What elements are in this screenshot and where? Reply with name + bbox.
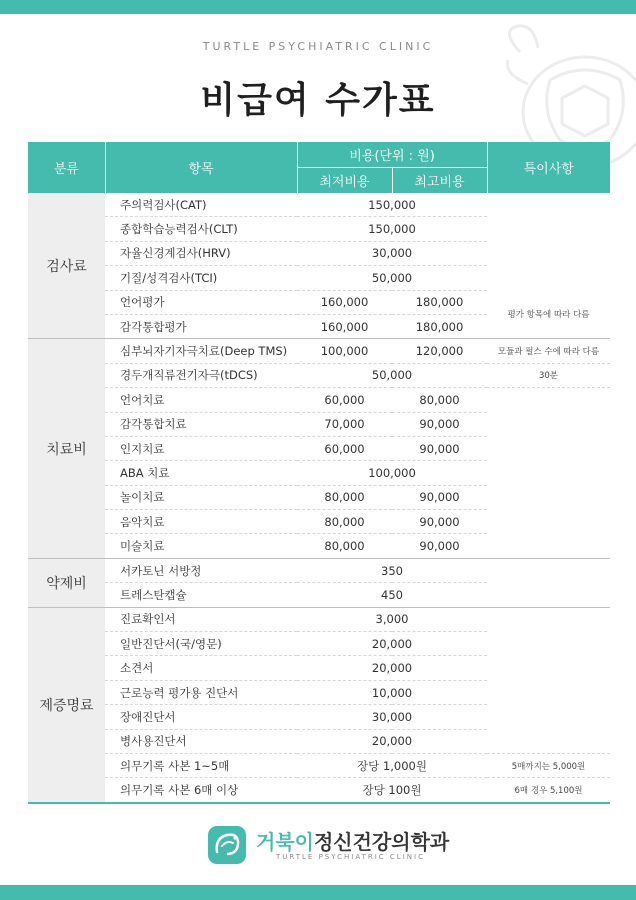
note-cell: 30분	[487, 363, 610, 387]
min-cost: 80,000	[297, 485, 392, 509]
item-name: 자율신경계검사(HRV)	[105, 241, 297, 265]
cost-value: 장당 1,000원	[297, 753, 487, 777]
min-cost: 60,000	[297, 436, 392, 460]
item-name: 장애진단서	[105, 705, 297, 729]
item-name: 음악치료	[105, 510, 297, 534]
item-name: 인지치료	[105, 436, 297, 460]
item-name: 경두개직류전기자극(tDCS)	[105, 363, 297, 387]
max-cost: 90,000	[392, 510, 487, 534]
max-cost: 180,000	[392, 290, 487, 314]
item-name: 종합학습능력검사(CLT)	[105, 217, 297, 241]
top-accent-bar	[0, 0, 636, 14]
note-cell	[487, 266, 610, 290]
item-name: 의무기록 사본 1~5매	[105, 753, 297, 777]
max-cost: 180,000	[392, 314, 487, 338]
item-name: 일반진단서(국/영문)	[105, 632, 297, 656]
item-name: 진료확인서	[105, 607, 297, 631]
note-cell	[487, 241, 610, 265]
note-cell: 평가 항목에 따라 다름	[487, 290, 610, 339]
max-cost: 90,000	[392, 412, 487, 436]
note-cell	[487, 632, 610, 656]
item-name: 근로능력 평가용 진단서	[105, 680, 297, 704]
item-name: 주의력검사(CAT)	[105, 193, 297, 217]
cost-value: 3,000	[297, 607, 487, 631]
item-name: 병사용진단서	[105, 729, 297, 753]
col-header-item: 항목	[105, 142, 297, 193]
note-cell	[487, 729, 610, 753]
note-cell	[487, 217, 610, 241]
note-cell	[487, 485, 610, 509]
col-header-min: 최저비용	[297, 168, 392, 194]
min-cost: 80,000	[297, 534, 392, 558]
cost-value: 20,000	[297, 729, 487, 753]
note-cell	[487, 656, 610, 680]
cost-value: 10,000	[297, 680, 487, 704]
cost-value: 50,000	[297, 363, 487, 387]
category-cell: 검사료	[28, 193, 105, 339]
note-cell	[487, 510, 610, 534]
clinic-name	[256, 826, 449, 855]
item-name: 의무기록 사본 6매 이상	[105, 778, 297, 803]
item-name: 언어평가	[105, 290, 297, 314]
note-cell: 5매까지는 5,000원	[487, 753, 610, 777]
max-cost: 120,000	[392, 339, 487, 363]
note-cell	[487, 558, 610, 582]
item-name: 트레스탄캡슐	[105, 583, 297, 607]
min-cost: 160,000	[297, 314, 392, 338]
note-cell	[487, 436, 610, 460]
clinic-english-name: TURTLE PSYCHIATRIC CLINIC	[276, 853, 425, 861]
cost-value: 30,000	[297, 705, 487, 729]
note-cell	[487, 534, 610, 558]
cost-value: 30,000	[297, 241, 487, 265]
category-cell: 약제비	[28, 558, 105, 607]
item-name: 심부뇌자기자극치료(Deep TMS)	[105, 339, 297, 363]
clinic-english-subtitle: TURTLE PSYCHIATRIC CLINIC	[202, 40, 434, 53]
min-cost: 100,000	[297, 339, 392, 363]
item-name: 감각통합평가	[105, 314, 297, 338]
max-cost: 80,000	[392, 388, 487, 412]
cost-value: 450	[297, 583, 487, 607]
note-cell	[487, 680, 610, 704]
item-name: ABA 치료	[105, 461, 297, 485]
col-header-max: 최고비용	[392, 168, 487, 194]
note-cell	[487, 388, 610, 412]
note-cell	[487, 461, 610, 485]
page-title: 비급여 수가표	[200, 80, 436, 121]
item-name: 언어치료	[105, 388, 297, 412]
item-name: 서카토닌 서방정	[105, 558, 297, 582]
cost-value: 20,000	[297, 656, 487, 680]
max-cost: 90,000	[392, 534, 487, 558]
note-cell: 6매 경우 5,100원	[487, 778, 610, 803]
cost-value: 20,000	[297, 632, 487, 656]
min-cost: 80,000	[297, 510, 392, 534]
clinic-name-rest: 정신건강의학과	[313, 830, 450, 854]
item-name: 소견서	[105, 656, 297, 680]
turtle-logo-icon	[206, 824, 248, 866]
note-cell	[487, 193, 610, 217]
fee-table	[28, 142, 610, 804]
cost-value: 장당 100원	[297, 778, 487, 803]
max-cost: 90,000	[392, 485, 487, 509]
item-name: 미술치료	[105, 534, 297, 558]
col-header-category: 분류	[28, 142, 105, 193]
note-cell: 모듈과 펄스 수에 따라 다름	[487, 339, 610, 363]
cost-value: 350	[297, 558, 487, 582]
category-cell: 제증명료	[28, 607, 105, 803]
category-cell: 치료비	[28, 339, 105, 559]
bottom-accent-bar	[0, 885, 636, 900]
cost-value: 150,000	[297, 193, 487, 217]
min-cost: 60,000	[297, 388, 392, 412]
min-cost: 160,000	[297, 290, 392, 314]
clinic-name-accent: 거북이	[256, 830, 314, 854]
max-cost: 90,000	[392, 436, 487, 460]
cost-value: 100,000	[297, 461, 487, 485]
col-header-cost: 비용(단위 : 원)	[297, 142, 487, 168]
cost-value: 50,000	[297, 266, 487, 290]
note-cell	[487, 412, 610, 436]
note-cell	[487, 607, 610, 631]
min-cost: 70,000	[297, 412, 392, 436]
item-name: 놀이치료	[105, 485, 297, 509]
item-name: 기질/성격검사(TCI)	[105, 266, 297, 290]
col-header-note: 특이사항	[487, 142, 610, 193]
note-cell	[487, 705, 610, 729]
note-cell	[487, 583, 610, 607]
cost-value: 150,000	[297, 217, 487, 241]
item-name: 감각통합치료	[105, 412, 297, 436]
